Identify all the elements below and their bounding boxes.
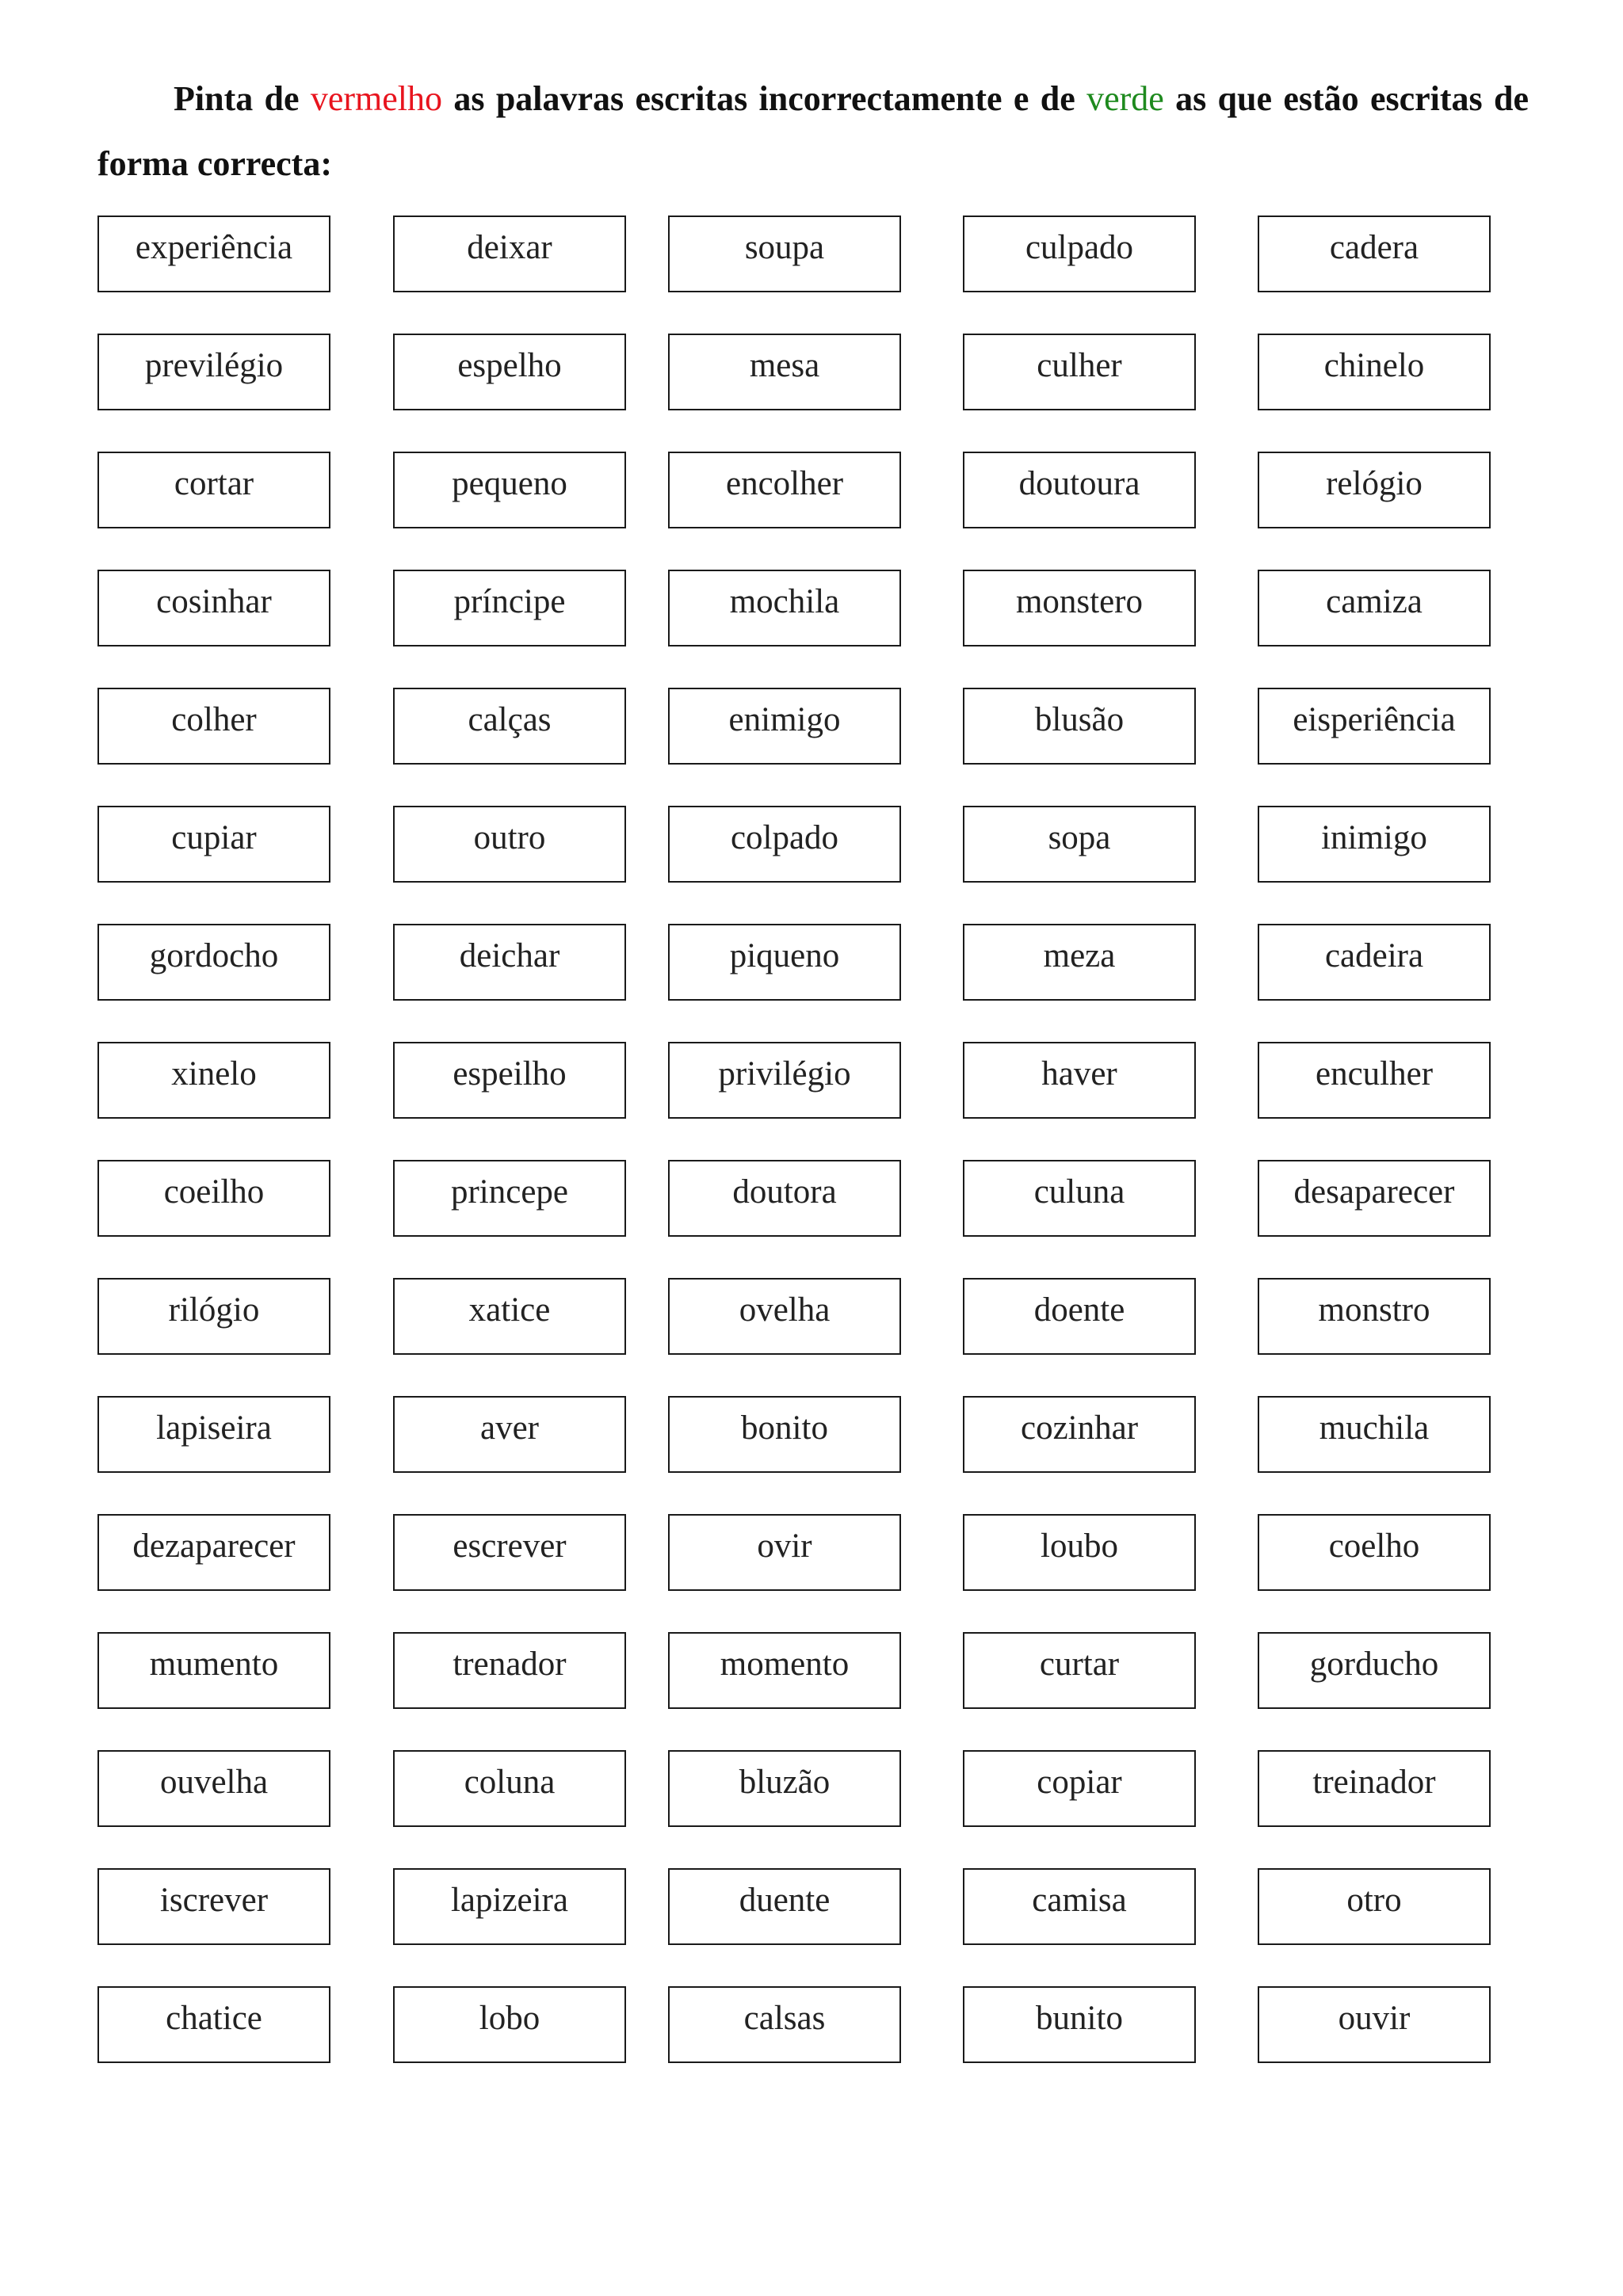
- word-box[interactable]: cosinhar: [97, 570, 330, 646]
- word-box[interactable]: ouvir: [1258, 1986, 1491, 2063]
- word-box[interactable]: colpado: [668, 806, 901, 883]
- instruction-green-word: verde: [1086, 79, 1164, 118]
- instruction-red-word: vermelho: [310, 79, 443, 118]
- word-box[interactable]: doutora: [668, 1160, 901, 1237]
- word-box[interactable]: haver: [963, 1042, 1196, 1119]
- word-box[interactable]: relógio: [1258, 452, 1491, 528]
- word-box[interactable]: dezaparecer: [97, 1514, 330, 1591]
- word-box[interactable]: privilégio: [668, 1042, 901, 1119]
- word-box[interactable]: inimigo: [1258, 806, 1491, 883]
- word-box[interactable]: outro: [393, 806, 626, 883]
- word-box[interactable]: xatice: [393, 1278, 626, 1355]
- word-box[interactable]: bunito: [963, 1986, 1196, 2063]
- word-box[interactable]: enculher: [1258, 1042, 1491, 1119]
- word-box[interactable]: deichar: [393, 924, 626, 1001]
- word-box[interactable]: culpado: [963, 215, 1196, 292]
- word-box[interactable]: experiência: [97, 215, 330, 292]
- word-box[interactable]: ovelha: [668, 1278, 901, 1355]
- word-box[interactable]: rilógio: [97, 1278, 330, 1355]
- word-box[interactable]: gordocho: [97, 924, 330, 1001]
- word-box[interactable]: lapiseira: [97, 1396, 330, 1473]
- word-box[interactable]: coelho: [1258, 1514, 1491, 1591]
- word-box[interactable]: camisa: [963, 1868, 1196, 1945]
- word-box[interactable]: pequeno: [393, 452, 626, 528]
- word-box[interactable]: príncipe: [393, 570, 626, 646]
- word-box[interactable]: desaparecer: [1258, 1160, 1491, 1237]
- word-box[interactable]: culher: [963, 334, 1196, 410]
- word-box[interactable]: culuna: [963, 1160, 1196, 1237]
- word-box[interactable]: aver: [393, 1396, 626, 1473]
- word-box[interactable]: bluzão: [668, 1750, 901, 1827]
- word-box[interactable]: ouvelha: [97, 1750, 330, 1827]
- word-box[interactable]: mesa: [668, 334, 901, 410]
- word-box[interactable]: momento: [668, 1632, 901, 1709]
- word-box[interactable]: duente: [668, 1868, 901, 1945]
- word-box[interactable]: cadeira: [1258, 924, 1491, 1001]
- word-box[interactable]: chinelo: [1258, 334, 1491, 410]
- word-box[interactable]: eisperiência: [1258, 688, 1491, 765]
- word-box[interactable]: gorducho: [1258, 1632, 1491, 1709]
- word-box[interactable]: deixar: [393, 215, 626, 292]
- word-box[interactable]: escrever: [393, 1514, 626, 1591]
- word-box[interactable]: ovir: [668, 1514, 901, 1591]
- word-box[interactable]: muchila: [1258, 1396, 1491, 1473]
- word-box[interactable]: lobo: [393, 1986, 626, 2063]
- word-box[interactable]: curtar: [963, 1632, 1196, 1709]
- word-box[interactable]: copiar: [963, 1750, 1196, 1827]
- word-box[interactable]: calças: [393, 688, 626, 765]
- word-box[interactable]: mochila: [668, 570, 901, 646]
- word-box[interactable]: soupa: [668, 215, 901, 292]
- word-box[interactable]: calsas: [668, 1986, 901, 2063]
- instruction-part3: as que estão escritas de forma correcta:: [97, 79, 1529, 183]
- word-box[interactable]: otro: [1258, 1868, 1491, 1945]
- word-box[interactable]: doente: [963, 1278, 1196, 1355]
- word-box[interactable]: camiza: [1258, 570, 1491, 646]
- word-box[interactable]: xinelo: [97, 1042, 330, 1119]
- word-box[interactable]: trenador: [393, 1632, 626, 1709]
- word-box[interactable]: lapizeira: [393, 1868, 626, 1945]
- word-box[interactable]: coluna: [393, 1750, 626, 1827]
- word-box[interactable]: previlégio: [97, 334, 330, 410]
- word-box[interactable]: encolher: [668, 452, 901, 528]
- word-box[interactable]: espeilho: [393, 1042, 626, 1119]
- word-box[interactable]: enimigo: [668, 688, 901, 765]
- word-box[interactable]: cadera: [1258, 215, 1491, 292]
- word-box[interactable]: doutoura: [963, 452, 1196, 528]
- word-box[interactable]: sopa: [963, 806, 1196, 883]
- word-box[interactable]: coeilho: [97, 1160, 330, 1237]
- word-box[interactable]: monstero: [963, 570, 1196, 646]
- instruction-part2: as palavras escritas incorrectamente e de: [442, 79, 1087, 118]
- word-box[interactable]: piqueno: [668, 924, 901, 1001]
- instruction-part1: Pinta de: [174, 79, 311, 118]
- word-box[interactable]: blusão: [963, 688, 1196, 765]
- word-box[interactable]: meza: [963, 924, 1196, 1001]
- word-box[interactable]: cupiar: [97, 806, 330, 883]
- word-box[interactable]: cozinhar: [963, 1396, 1196, 1473]
- word-box[interactable]: iscrever: [97, 1868, 330, 1945]
- word-box[interactable]: princepe: [393, 1160, 626, 1237]
- word-box[interactable]: chatice: [97, 1986, 330, 2063]
- word-box[interactable]: monstro: [1258, 1278, 1491, 1355]
- word-box[interactable]: bonito: [668, 1396, 901, 1473]
- word-box[interactable]: cortar: [97, 452, 330, 528]
- word-box[interactable]: espelho: [393, 334, 626, 410]
- word-box[interactable]: treinador: [1258, 1750, 1491, 1827]
- word-box[interactable]: loubo: [963, 1514, 1196, 1591]
- word-box[interactable]: colher: [97, 688, 330, 765]
- word-box[interactable]: mumento: [97, 1632, 330, 1709]
